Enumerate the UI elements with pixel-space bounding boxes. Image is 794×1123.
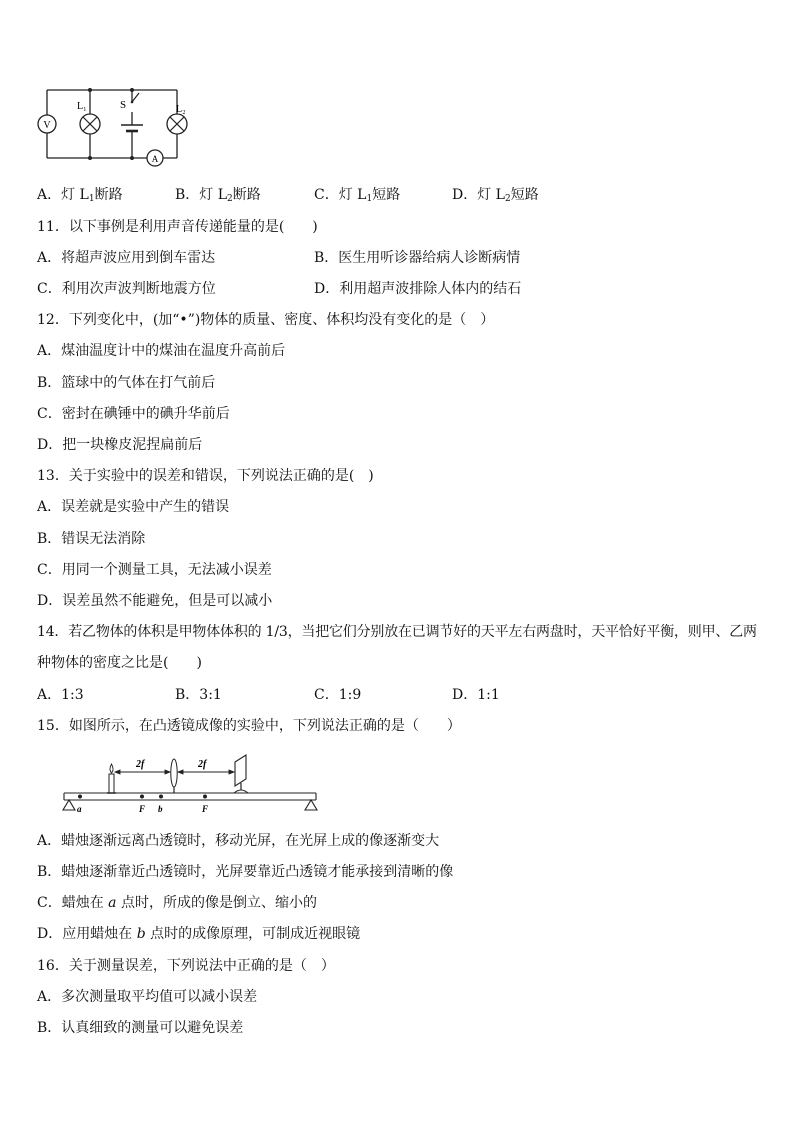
q12-option-d: D．把一块橡皮泥捏扁前后	[37, 437, 203, 453]
q10-option-a: A．灯 $L_1$断路	[37, 187, 123, 204]
q10-option-b: B．灯 $L_2$断路	[175, 187, 261, 204]
q12-stem: 12．下列变化中，(加“•”)物体的质量、密度、体积均没有变化的是（ ）	[37, 312, 495, 328]
switch-label: S	[120, 99, 127, 111]
q15-option-b: B．蜡烛逐渐靠近凸透镜时，光屏要靠近凸透镜才能承接到清晰的像	[37, 864, 454, 880]
left-support	[63, 800, 75, 810]
q14-option-c: C．1:9	[314, 687, 362, 703]
q11-option-b: B．医生用听诊器给病人诊断病情	[314, 250, 521, 266]
point-b-label: b	[158, 804, 163, 814]
point-f-left-label: F	[139, 804, 146, 814]
lamp-l2-label: L₂	[176, 104, 186, 115]
left-2f-label: 2f	[136, 759, 145, 770]
point-a-label: a	[77, 804, 82, 814]
q14-option-a: A．1:3	[37, 687, 84, 703]
q15-option-d: D．应用蜡烛在 b 点时的成像原理，可制成近视眼镜	[37, 926, 361, 942]
q14-option-d: D．1:1	[452, 687, 500, 703]
q11-option-d: D．利用超声波排除人体内的结石	[314, 281, 522, 297]
q15-option-a: A．蜡烛逐渐远离凸透镜时，移动光屏，在光屏上成的像逐渐变大	[37, 833, 440, 849]
ammeter-label: A	[151, 154, 159, 164]
q11-option-c: C．利用次声波判断地震方位	[37, 281, 216, 297]
q12-option-b: B．篮球中的气体在打气前后	[37, 375, 216, 391]
light-screen	[234, 755, 248, 793]
right-support	[305, 800, 317, 810]
convex-lens	[171, 759, 177, 793]
circuit-diagram	[36, 84, 196, 170]
switch	[120, 93, 139, 111]
q12-option-c: C．密封在碘锤中的碘升华前后	[37, 406, 230, 422]
q13-option-a: A．误差就是实验中产生的错误	[37, 499, 230, 515]
lamp-l2	[167, 104, 187, 134]
q15-stem: 15．如图所示，在凸透镜成像的实验中，下列说法正确的是（ ）	[37, 718, 461, 734]
q16-option-b: B．认真细致的测量可以避免误差	[37, 1020, 244, 1036]
point-f-right-label: F	[202, 804, 209, 814]
voltmeter-label: V	[43, 120, 51, 131]
q16-option-a: A．多次测量取平均值可以减小误差	[37, 989, 258, 1005]
q10-option-d: D．灯 $L_2$短路	[452, 187, 539, 204]
battery	[121, 125, 143, 131]
right-2f-label: 2f	[198, 759, 207, 770]
lamp-l1	[77, 101, 100, 134]
candle	[107, 764, 116, 793]
q13-option-d: D．误差虽然不能避免，但是可以减小	[37, 593, 273, 609]
lamp-l1-label: L₁	[77, 101, 87, 112]
voltmeter	[38, 115, 56, 133]
q12-option-a: A．煤油温度计中的煤油在温度升高前后	[37, 343, 286, 359]
q14-option-b: B．3:1	[175, 687, 222, 703]
q13-option-b: B．错误无法消除	[37, 531, 146, 547]
q13-option-c: C．用同一个测量工具，无法减小误差	[37, 562, 272, 578]
q11-option-a: A．将超声波应用到倒车雷达	[37, 250, 216, 266]
lens-experiment-diagram	[58, 746, 323, 818]
q15-option-c: C．蜡烛在 a 点时，所成的像是倒立、缩小的	[37, 895, 317, 911]
q10-option-c: C．灯 $L_1$短路	[314, 187, 401, 204]
q14-stem-line1: 14．若乙物体的体积是甲物体体积的 1/3，当把它们分别放在已调节好的天平左右两盘时，天平恰好平衡，则甲、乙两	[37, 624, 757, 640]
q11-stem: 11．以下事例是利用声音传递能量的是( )	[37, 219, 318, 235]
q13-stem: 13．关于实验中的误差和错误，下列说法正确的是( )	[37, 468, 374, 484]
q14-stem-line2: 种物体的密度之比是( )	[37, 655, 202, 671]
ammeter	[147, 150, 163, 166]
q16-stem: 16．关于测量误差，下列说法中正确的是（ ）	[37, 958, 335, 974]
